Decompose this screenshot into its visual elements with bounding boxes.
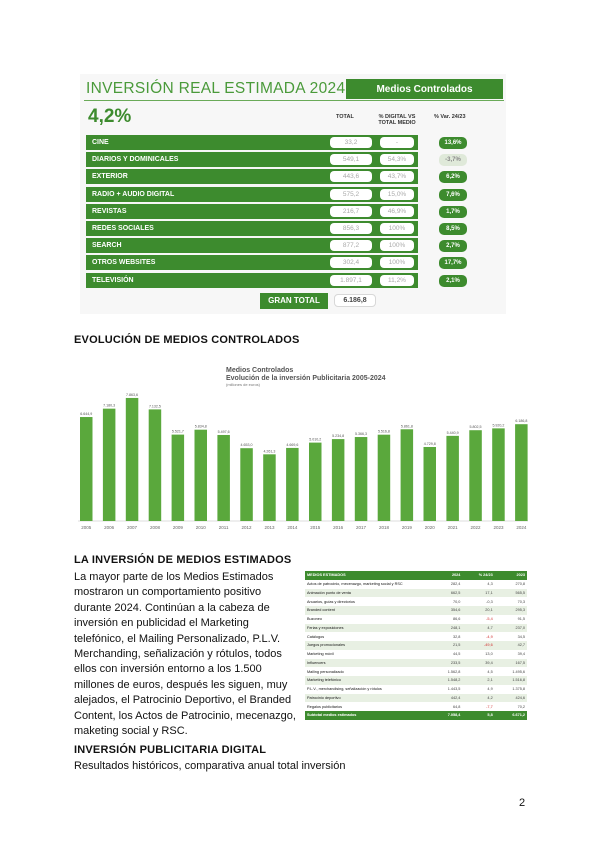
row-label: SEARCH <box>92 242 122 250</box>
table-cell-value: 4,2 <box>462 694 494 703</box>
chart-bar <box>332 439 345 521</box>
media-row <box>86 272 502 289</box>
row-variation: -3,7% <box>439 154 467 166</box>
row-variation: 8,5% <box>439 223 467 235</box>
chart-data-label: 5.861,8 <box>400 424 413 429</box>
chart-bar <box>355 437 368 521</box>
row-total: 877,2 <box>330 240 372 251</box>
table-row <box>305 580 527 589</box>
chart-x-tick-label: 2013 <box>264 525 275 530</box>
row-total: 443,6 <box>330 171 372 182</box>
table-cell-value: 424,6 <box>495 694 527 703</box>
row-label: REVISTAS <box>92 207 127 215</box>
table-cell-value: 4,3 <box>487 582 493 587</box>
chart-title: Medios Controlados <box>226 367 294 374</box>
chart-data-label: 5.497,6 <box>217 429 230 434</box>
chart-x-tick-label: 2015 <box>310 525 321 530</box>
chart-bar <box>217 435 230 521</box>
chart-x-tick-label: 2011 <box>218 525 229 530</box>
chart-x-tick-label: 2018 <box>378 525 389 530</box>
chart-x-tick-label: 2006 <box>104 525 115 530</box>
chart-bar <box>378 435 391 521</box>
row-total: 302,4 <box>330 257 372 268</box>
media-rows <box>86 134 502 289</box>
column-header-total: TOTAL <box>336 114 354 120</box>
column-header-digital <box>374 114 420 126</box>
row-label: TELEVISIÓN <box>92 276 134 284</box>
table-cell-value: 70,2 <box>517 704 525 709</box>
table-cell-value: 1.516,8 <box>495 676 527 685</box>
chart-x-tick-label: 2023 <box>493 525 504 530</box>
row-digital-share: - <box>380 137 414 148</box>
row-total: 216,7 <box>330 206 372 217</box>
chart-x-tick-label: 2012 <box>241 525 252 530</box>
table-cell-label: Regalos publicitarios <box>307 704 343 709</box>
table-cell-value: 44,5 <box>453 652 461 657</box>
row-digital-share: 46,9% <box>380 206 414 217</box>
media-row <box>86 168 502 185</box>
chart-data-label: 4.729,8 <box>423 441 436 446</box>
estimated-media-table <box>305 571 527 720</box>
table-cell-label: Mailing personalizado <box>307 669 344 674</box>
table-cell-value: 167,5 <box>495 659 527 668</box>
table-cell-value: 70,3 <box>517 599 525 604</box>
table-row <box>305 676 527 685</box>
media-row <box>86 203 502 220</box>
infographic-badge: Medios Controlados <box>346 79 503 99</box>
chart-x-tick-label: 2020 <box>424 525 435 530</box>
table-cell-value: 662,5 <box>430 589 462 598</box>
table-cell-value: 39,4 <box>517 652 525 657</box>
row-variation: 7,6% <box>439 189 467 201</box>
gran-total-label: GRAN TOTAL <box>260 293 328 309</box>
table-cell-value: 248,1 <box>430 624 462 633</box>
chart-data-label: 5.366,3 <box>355 432 368 437</box>
chart-x-tick-label: 2024 <box>516 525 527 530</box>
table-cell-value: 7.058,4 <box>430 711 462 720</box>
table-cell-value: 565,5 <box>495 589 527 598</box>
table-cell-value: 1.548,2 <box>430 676 462 685</box>
chart-bar <box>126 398 139 521</box>
table-cell-value: 4,5 <box>487 669 493 674</box>
chart-x-tick-label: 2010 <box>195 525 206 530</box>
table-cell-value: 1.443,5 <box>447 687 461 692</box>
chart-data-label: 5.234,8 <box>332 434 345 439</box>
table-row <box>305 641 527 650</box>
media-row <box>86 134 502 151</box>
table-row <box>305 624 527 633</box>
table-cell-value: 233,5 <box>430 659 462 668</box>
chart-bar <box>515 424 528 521</box>
chart-data-label: 7.863,6 <box>126 392 139 397</box>
table-cell-label: Subtotal medios estimados <box>305 711 430 720</box>
table-cell-value: -4,9 <box>486 634 493 639</box>
row-label: CINE <box>92 139 109 146</box>
table-cell-value: 86,6 <box>453 617 461 622</box>
table-cell-value: 4,9 <box>487 687 493 692</box>
chart-data-label: 7.180,3 <box>103 403 116 408</box>
chart-x-tick-label: 2019 <box>401 525 412 530</box>
table-cell-value: 1.495,6 <box>512 669 525 674</box>
divider <box>84 100 504 101</box>
gran-total-value: 6.186,8 <box>334 294 376 307</box>
chart-x-tick-label: 2009 <box>172 525 183 530</box>
row-total: 33,2 <box>330 137 372 148</box>
table-cell-label: Ferias y exposiciones <box>305 624 430 633</box>
row-variation: 2,7% <box>439 240 467 252</box>
table-cell-value: 91,5 <box>517 617 525 622</box>
table-cell-label: Buzoneo <box>307 617 322 622</box>
table-cell-value: 2023 <box>495 571 527 580</box>
chart-data-label: 4.669,6 <box>286 442 299 447</box>
table-cell-label: Influencers <box>305 659 430 668</box>
row-label: DIARIOS Y DOMINICALES <box>92 156 179 164</box>
media-row <box>86 151 502 168</box>
table-cell-value: 1.375,8 <box>512 687 525 692</box>
section-subheading-digital: Resultados históricos, comparativa anual total inversión <box>74 760 346 772</box>
chart-bar <box>401 429 414 521</box>
table-cell-label: Patrocinio deportivo <box>305 694 430 703</box>
chart-data-label: 5.802,5 <box>469 425 482 430</box>
chart-x-tick-label: 2022 <box>470 525 481 530</box>
chart-bar <box>149 409 162 521</box>
media-row <box>86 220 502 237</box>
investment-infographic <box>80 74 506 314</box>
chart-x-tick-label: 2005 <box>81 525 92 530</box>
chart-bar <box>240 448 253 521</box>
row-digital-share: 100% <box>380 240 414 251</box>
row-variation: 1,7% <box>439 206 467 218</box>
growth-percentage: 4,2% <box>88 106 132 127</box>
table-cell-value: 354,6 <box>430 606 462 615</box>
chart-data-label: 5.834,8 <box>194 424 207 429</box>
table-cell-label: Branded content <box>305 606 430 615</box>
chart-bar <box>195 430 208 521</box>
chart-bar <box>80 417 93 521</box>
row-label: OTROS WEBSITES <box>92 259 156 267</box>
table-cell-label: Anuarios, guías y directorios <box>307 599 355 604</box>
table-row <box>305 615 527 624</box>
table-row <box>305 597 527 606</box>
chart-bar <box>103 409 116 521</box>
table-row <box>305 694 527 703</box>
chart-data-label: 5.521,7 <box>171 429 184 434</box>
table-cell-value: 13,0 <box>485 652 493 657</box>
table-cell-value: 2,1 <box>462 676 494 685</box>
chart-bar <box>424 447 437 521</box>
table-row <box>305 685 527 694</box>
column-header-digital-line2: TOTAL MEDIO <box>378 120 416 126</box>
table-row <box>305 650 527 659</box>
table-cell-value: 21,5 <box>430 641 462 650</box>
table-footer-row <box>305 711 527 720</box>
chart-bar <box>286 448 299 521</box>
chart-data-label: 4.261,3 <box>263 449 276 454</box>
row-digital-share: 15,0% <box>380 189 414 200</box>
row-variation: 17,7% <box>439 257 467 269</box>
media-row <box>86 186 502 203</box>
row-total: 1.897,1 <box>330 275 372 286</box>
table-row <box>305 659 527 668</box>
table-cell-value: 42,7 <box>495 641 527 650</box>
chart-data-label: 5.920,2 <box>492 423 505 428</box>
media-row <box>86 254 502 271</box>
row-digital-share: 100% <box>380 223 414 234</box>
table-cell-value: 32,8 <box>453 634 461 639</box>
table-cell-value: -0,3 <box>486 599 493 604</box>
table-cell-value: % 24/23 <box>462 571 494 580</box>
row-digital-share: 54,3% <box>380 154 414 165</box>
row-variation: 6,2% <box>439 171 467 183</box>
chart-bar <box>309 443 322 521</box>
row-digital-share: 11,2% <box>380 275 414 286</box>
row-total: 575,2 <box>330 189 372 200</box>
table-cell-value: 295,3 <box>495 606 527 615</box>
chart-svg <box>76 358 532 534</box>
estimated-media-paragraph: La mayor parte de los Medios Estimados mostraron un comportamiento positivo durante 2024. Continúan a la cabeza de inversión en publicidad el Marketing telefónico, el Mailing Personalizado, P.L.V. Merchanding, señalización y rótulos, todos ellos con inversión entorno a los 1.500 millones de euros, después les siguen, muy alejados, el Patrocinio Deportivo, el Branded Content, los Actos de Patrocinio, mecenazgo, maketing social y RSC. <box>74 571 296 738</box>
table-row <box>305 589 527 598</box>
row-digital-share: 100% <box>380 257 414 268</box>
table-cell-value: 34,5 <box>517 634 525 639</box>
table-cell-value: 6.671,2 <box>495 711 527 720</box>
table-cell-value: -7,7 <box>486 704 493 709</box>
row-total: 549,1 <box>330 154 372 165</box>
table-cell-value: 17,1 <box>462 589 494 598</box>
table-cell-value: 20,1 <box>462 606 494 615</box>
section-heading-evolution: EVOLUCIÓN DE MEDIOS CONTROLADOS <box>74 334 300 346</box>
chart-x-tick-label: 2014 <box>287 525 298 530</box>
table-cell-value: 282,4 <box>450 582 461 587</box>
table-row <box>305 606 527 615</box>
chart-data-label: 5.010,2 <box>309 437 322 442</box>
table-cell-value: -49,6 <box>462 641 494 650</box>
chart-bar <box>469 430 482 521</box>
chart-x-tick-label: 2008 <box>149 525 160 530</box>
table-cell-label: Catálogos <box>307 634 325 639</box>
table-cell-value: 1.562,8 <box>447 669 461 674</box>
section-heading-estimated: LA INVERSIÓN DE MEDIOS ESTIMADOS <box>74 554 292 566</box>
table-cell-label: Marketing telefónico <box>305 676 430 685</box>
chart-x-tick-label: 2017 <box>356 525 367 530</box>
table-cell-label: MEDIOS ESTIMADOS <box>305 571 430 580</box>
table-cell-label: P.L.V., merchandising, señalización y rótulos <box>307 687 382 692</box>
column-header-digital-line1: % DIGITAL VS <box>378 114 416 120</box>
chart-x-tick-label: 2021 <box>447 525 458 530</box>
chart-data-label: 5.440,9 <box>446 430 459 435</box>
table-cell-label: Animación punto de venta <box>305 589 430 598</box>
table-cell-label: Actos de patrocinio, mecenazgo, marketing social y RSC <box>307 582 403 587</box>
table-cell-value: -5,4 <box>486 617 493 622</box>
row-total: 856,3 <box>330 223 372 234</box>
chart-bar <box>446 436 459 521</box>
table-cell-value: 5,8 <box>462 711 494 720</box>
chart-data-label: 6.186,8 <box>515 419 528 424</box>
table-cell-label: Juegos promocionales <box>305 641 430 650</box>
chart-bar <box>172 435 185 521</box>
section-heading-digital: INVERSIÓN PUBLICITARIA DIGITAL <box>74 744 267 756</box>
chart-x-tick-label: 2016 <box>333 525 344 530</box>
chart-units: (millones de euros) <box>226 382 261 387</box>
chart-data-label: 4.653,0 <box>240 443 253 448</box>
table-header-row <box>305 571 527 580</box>
table-row <box>305 702 527 711</box>
table-cell-label: Marketing móvil <box>307 652 334 657</box>
row-variation: 13,6% <box>439 137 467 149</box>
chart-bar <box>492 428 505 521</box>
table-cell-value: 4,7 <box>462 624 494 633</box>
row-variation: 2,1% <box>439 275 467 287</box>
row-label: REDES SOCIALES <box>92 224 154 232</box>
table-cell-value: 237,0 <box>495 624 527 633</box>
page-number: 2 <box>519 797 526 809</box>
column-header-var: % Var. 24/23 <box>434 114 466 120</box>
infographic-title: INVERSIÓN REAL ESTIMADA 2024 <box>86 80 346 97</box>
chart-subtitle: Evolución de la inversión Publicitaria 2005-2024 <box>226 375 386 382</box>
table-cell-value: 70,0 <box>453 599 461 604</box>
row-digital-share: 43,7% <box>380 171 414 182</box>
chart-data-label: 7.132,5 <box>148 404 161 409</box>
table-cell-value: 64,8 <box>453 704 461 709</box>
table-cell-value: 442,4 <box>430 694 462 703</box>
table-cell-value: 2024 <box>430 571 462 580</box>
table-row <box>305 667 527 676</box>
row-label: EXTERIOR <box>92 173 128 181</box>
table-row <box>305 632 527 641</box>
chart-x-tick-label: 2007 <box>127 525 138 530</box>
row-label: RADIO + AUDIO DIGITAL <box>92 190 175 198</box>
evolution-chart <box>76 358 532 534</box>
media-row <box>86 237 502 254</box>
chart-data-label: 5.516,8 <box>377 429 390 434</box>
table-cell-value: 39,4 <box>462 659 494 668</box>
chart-bar <box>263 454 276 521</box>
table-cell-value: 270,8 <box>515 582 525 587</box>
chart-data-label: 6.644,9 <box>80 412 93 417</box>
